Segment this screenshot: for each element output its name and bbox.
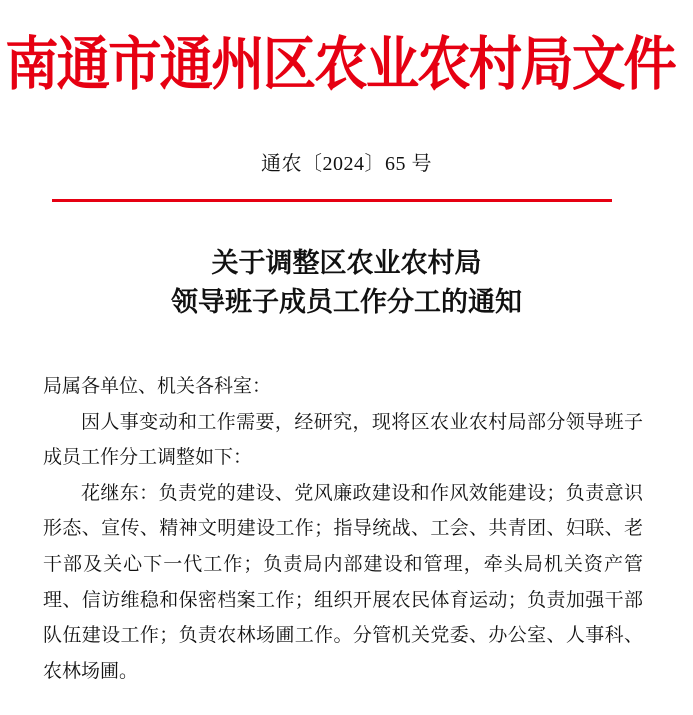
document-masthead: 南通市通州区农业农村局文件: [5, 30, 675, 98]
assignment-paragraph: 花继东：负责党的建设、党风廉政建设和作风效能建设；负责意识形态、宣传、精神文明建设工作；指导统战、工会、共青团、妇联、老干部及关心下一代工作；负责局内部建设和管理，牵头局机关资产管理、信访维稳和保密档案工作；组织开展农民体育运动；负责加强干部队伍建设工作；负责农林场圃工作。分管机关党委、办公室、人事科、农林场圃。: [43, 481, 643, 682]
salutation: 局属各单位、机关各科室：: [43, 375, 272, 397]
red-separator-line: [52, 199, 612, 202]
document-number: 通农〔2024〕65 号: [261, 153, 432, 175]
title-line-2: 领导班子成员工作分工的通知: [171, 287, 522, 318]
document-title: [0, 244, 693, 322]
title-line-1: 关于调整区农业农村局: [211, 248, 482, 279]
document-body: [43, 369, 643, 689]
intro-paragraph: 因人事变动和工作需要，经研究，现将区农业农村局部分领导班子成员工作分工调整如下：: [43, 410, 643, 469]
